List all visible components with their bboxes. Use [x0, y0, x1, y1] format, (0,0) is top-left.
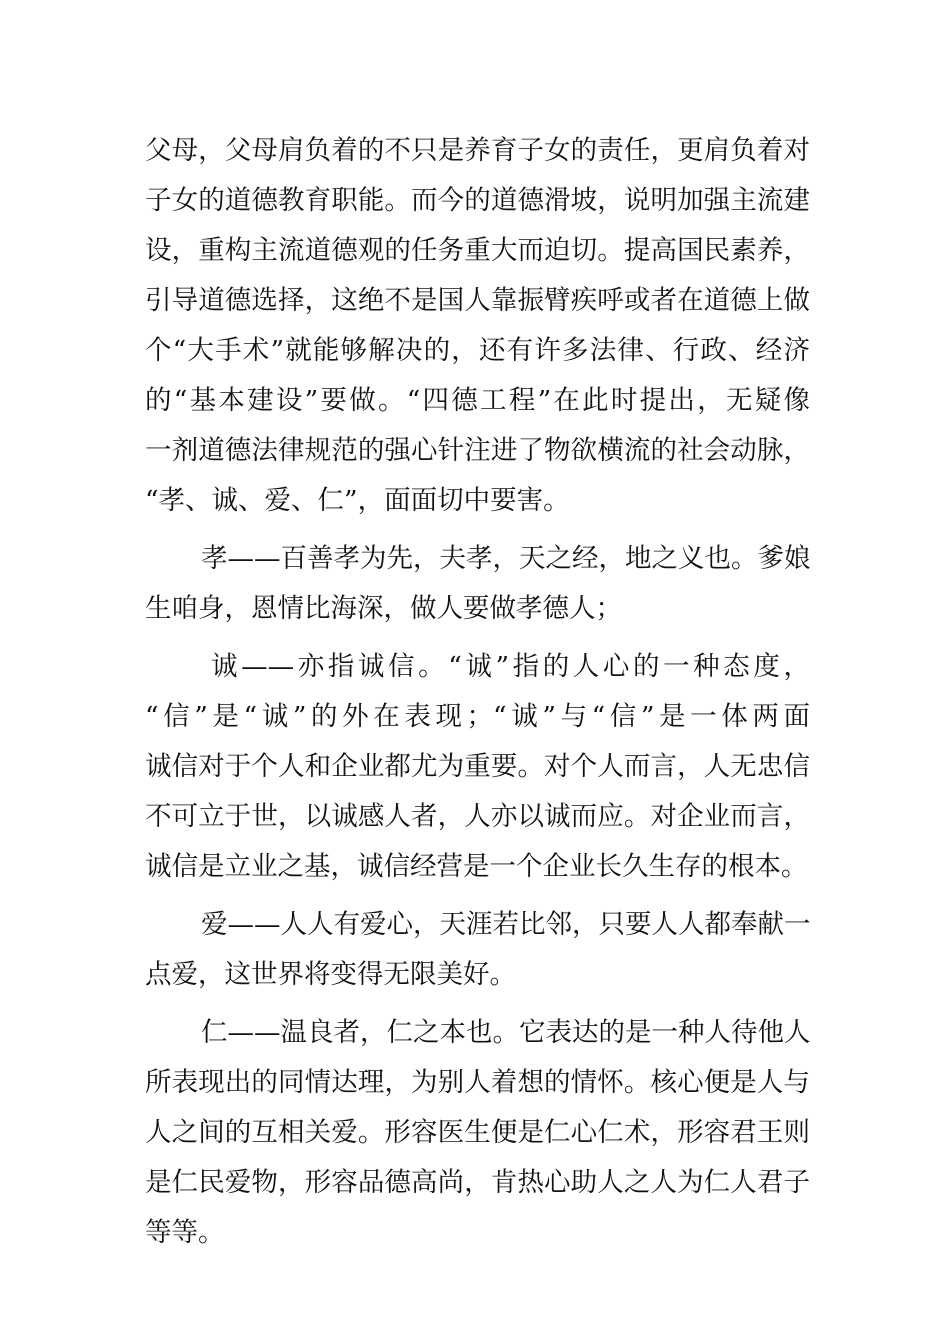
text-line: 所表现出的同情达理，为别人着想的情怀。核心便是人与 — [145, 1067, 810, 1098]
text-line: 是仁民爱物，形容品德高尚，肯热心助人之人为仁人君子 — [145, 1167, 810, 1198]
text-line: 子女的道德教育职能。而今的道德滑坡，说明加强主流建 — [145, 185, 810, 216]
text-line: 生咱身，恩情比海深，做人要做孝德人； — [145, 593, 622, 624]
text-line: 仁——温良者，仁之本也。它表达的是一种人待他人 — [201, 1017, 810, 1048]
text-line: 等等。 — [145, 1217, 225, 1248]
text-line: 诚信对于个人和企业都尤为重要。对个人而言，人无忠信 — [145, 751, 810, 782]
document-body — [145, 126, 810, 1258]
text-line: 的“基本建设”要做。“四德工程”在此时提出，无疑像 — [145, 385, 810, 416]
text-line: “孝、诚、爱、仁”，面面切中要害。 — [145, 485, 570, 516]
text-line: 个“大手术”就能够解决的，还有许多法律、行政、经济 — [145, 335, 810, 366]
text-line: “信”是“诚”的外在表现；“诚”与“信”是一体两面 — [145, 701, 810, 732]
text-line: 一剂道德法律规范的强心针注进了物欲横流的社会动脉， — [145, 435, 810, 466]
text-line: 点爱，这世界将变得无限美好。 — [145, 959, 516, 990]
text-line: 诚——亦指诚信。“诚”指的人心的一种态度， — [211, 651, 810, 682]
text-line: 父母，父母肩负着的不只是养育子女的责任，更肩负着对 — [145, 135, 810, 166]
text-line: 人之间的互相关爱。形容医生便是仁心仁术，形容君王则 — [145, 1117, 810, 1148]
text-line: 引导道德选择，这绝不是国人靠振臂疾呼或者在道德上做 — [145, 285, 810, 316]
text-line: 不可立于世，以诚感人者，人亦以诚而应。对企业而言， — [145, 801, 810, 832]
text-line: 设，重构主流道德观的任务重大而迫切。提高国民素养， — [145, 235, 810, 266]
text-line: 爱——人人有爱心，天涯若比邻，只要人人都奉献一 — [201, 909, 810, 940]
text-line: 诚信是立业之基，诚信经营是一个企业长久生存的根本。 — [145, 851, 808, 882]
text-line: 孝——百善孝为先，夫孝，天之经，地之义也。爹娘 — [201, 543, 810, 574]
